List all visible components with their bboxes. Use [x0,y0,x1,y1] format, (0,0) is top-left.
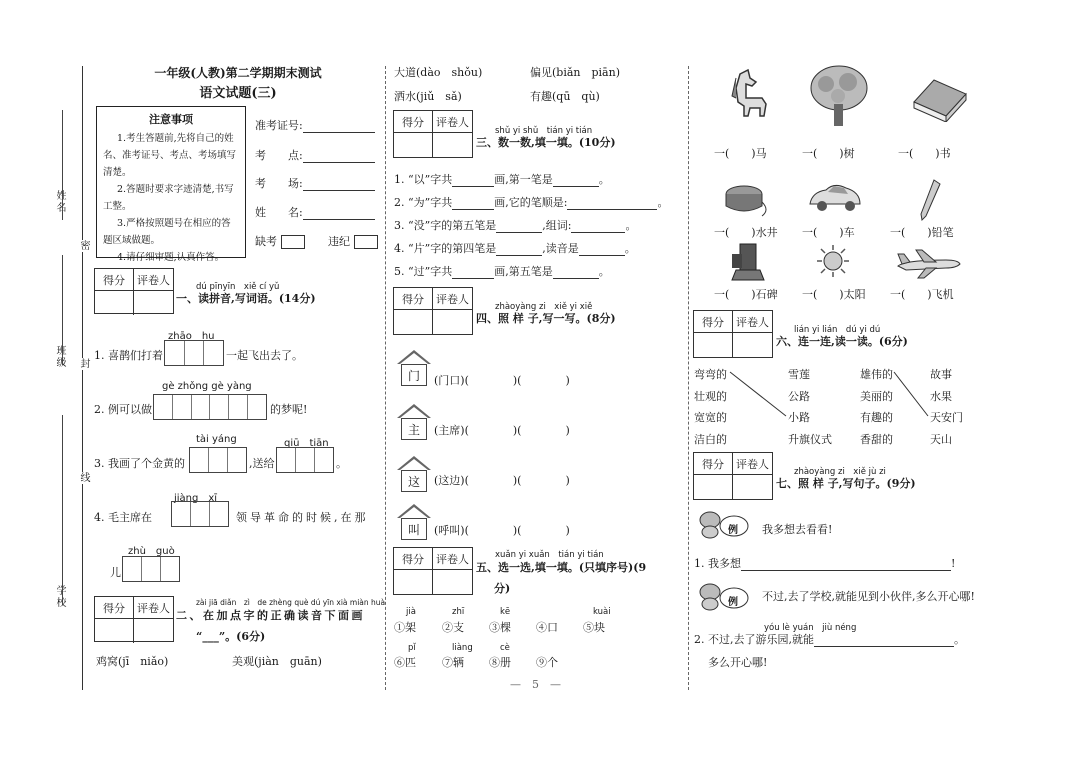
house-icon: 这 [397,456,431,492]
violation-box[interactable] [354,235,378,249]
exam-no-label: 准考证号: [255,119,303,132]
section-3-pinyin: shǔ yi shǔ tián yi tián [495,126,593,136]
section-5-title: 五、选一选,填一填。(只填序号)(9 [476,561,647,574]
exam-title: 一年级(人教)第二学期期末测试 [154,66,322,80]
q4-text-b: 领导革命的时候,在那 [236,511,369,524]
example-label: 例 [728,525,738,536]
s4-row-3: (这边)( )( ) [434,474,570,487]
s7-q2: 2. 不过,去了游乐园,就能 。 [694,633,965,646]
house-icon: 主 [397,404,431,440]
section-4-title: 四、照 样 子,写一写。(8分) [476,312,616,325]
grader-cell[interactable] [134,291,173,315]
s5-pic-label: 一( )车 [802,226,855,239]
score-box-1 [94,268,174,314]
score-label: 得分 [394,548,433,570]
section-2-title: 二、在加点字的正确读音下面画 [176,609,365,622]
s7-example-2: 不过,去了学校,就能见到小伙伴,多么开心哪! [762,590,975,603]
connecting-lines [690,360,980,450]
s6-right-2: 天山 [930,433,952,446]
s5-py: jià [406,607,416,617]
house-icon: 叫 [397,504,431,540]
s3-q1: 1. “以”字共 画,第一笔是 。 [394,173,610,186]
q3-text-b: ,送给 [249,457,275,470]
s3-q2: 2. “为”字共 画,它的笔顺是: 。 [394,196,669,209]
binding-name-label: 姓名 [54,190,65,214]
s5-py: kuài [593,607,611,617]
q4-pinyin: jiàng xī [174,493,218,504]
page-number: — 5 — [510,678,561,691]
q4-text-c: 儿 [110,566,121,579]
section-6-pinyin: lián yi lián dú yi dú [794,325,881,335]
score-label: 得分 [95,597,134,619]
score-label: 得分 [394,288,433,310]
s4-row-2: (主席)( )( ) [434,424,570,437]
s6-right-2: 水果 [930,390,952,403]
s6-left-2: 美丽的 [860,390,893,403]
q3-pinyin-1: tài yáng [196,434,237,445]
section-7-title: 七、照 样 子,写句子。(9分) [776,477,916,490]
grader-label: 评卷人 [433,111,472,133]
s6-right-2: 故事 [930,368,952,381]
sun-icon [816,244,850,278]
s5-pic-label: 一( )太阳 [802,288,866,301]
q2-text-a: 2. 例可以做 [94,403,152,416]
section-2-title-2: “___”。(6分) [196,630,266,643]
score-cell[interactable] [394,133,433,157]
s5-pic-label: 一( )石碑 [714,288,778,301]
s5-pic-label: 一( )马 [714,147,767,160]
notice-title: 注意事项 [149,113,193,126]
exam-no-field [255,117,375,133]
s5-pic-label: 一( )飞机 [890,288,954,301]
s3-q5: 5. “过”字共 画,第五笔是 。 [394,265,610,278]
s5-pic-label: 一( )铅笔 [890,226,954,239]
name-input[interactable] [303,208,375,220]
s6-left-2: 有趣的 [860,411,893,424]
binding-school-label: 学校 [54,585,65,609]
car-icon [806,180,864,214]
q3-writing-grid-2[interactable] [276,447,334,473]
s6-left-1: 弯弯的 [694,368,727,381]
q2-writing-grid[interactable] [153,394,267,420]
violation-field [328,233,378,249]
grader-cell[interactable] [733,475,772,499]
notice-item: 3.严格按照题号在相应的答题区域做题。 [103,218,231,246]
q1-pinyin: zhāo hu [168,331,215,342]
grader-label: 评卷人 [733,311,772,333]
absent-field [255,233,305,249]
pencil-icon [918,178,942,222]
score-box-3 [393,110,473,158]
grader-label: 评卷人 [433,548,472,570]
q4-writing-grid-2[interactable] [122,556,180,582]
seal-mi: 密 [78,240,89,252]
q3-text-c: 。 [336,457,347,470]
q2-pinyin: gè zhǒng gè yàng [162,381,252,392]
section-2-pinyin: zài jiā diǎn zì de zhèng què dú yīn xià miàn huà [196,598,386,607]
s5-option: ⑨个 [536,656,558,669]
section-3-title: 三、数一数,填一填。(10分) [476,136,616,149]
s5-py: pǐ [408,643,416,653]
section-1-title: 一、读拼音,写词语。(14分) [176,292,316,305]
s6-left-1: 宽宽的 [694,411,727,424]
s6-left-2: 香甜的 [860,433,893,446]
q2-text-b: 的梦呢! [270,403,308,416]
seal-xian: 线 [78,472,89,484]
section-6-title: 六、连一连,读一读。(6分) [776,335,908,348]
binding-school-line [62,415,63,605]
exam-subtitle: 语文试题(三) [199,86,277,101]
q1-writing-grid[interactable] [164,340,224,366]
s4-row-4: (呼叫)( )( ) [434,524,570,537]
section-1-pinyin: dú pīnyīn xiě cí yǔ [196,282,280,292]
notice-box [96,106,246,263]
name-label: 姓 名: [255,206,303,219]
score-cell[interactable] [95,619,134,643]
seal-feng: 封 [78,358,89,370]
s6-right-1: 雪莲 [788,368,810,381]
grader-label: 评卷人 [733,453,772,475]
s3-q3: 3. “没”字的第五笔是 ,组词: 。 [394,219,637,232]
stone-tablet-icon [730,240,766,284]
s2-word-3: 大道(dào shǒu) [394,66,483,79]
s5-option: ①架 [394,621,416,634]
score-cell[interactable] [95,291,134,315]
house-icon: 门 [397,350,431,386]
score-cell[interactable] [694,475,733,499]
s2-word-2: 美观(jiàn guān) [232,655,322,668]
s5-option: ⑤块 [583,621,605,634]
s5-pic-label: 一( )树 [802,147,855,160]
score-box-7 [693,452,773,500]
grader-cell[interactable] [733,333,772,357]
grader-cell[interactable] [433,570,472,594]
binding-class-label: 班级 [54,345,65,369]
s6-right-1: 小路 [788,411,810,424]
q3-writing-grid-1[interactable] [189,447,247,473]
score-cell[interactable] [694,333,733,357]
butterfly-example-icon [696,582,752,612]
s7-q1: 1. 我多想 ! [694,557,956,570]
notice-item: 4.请仔细审题,认真作答。 [117,252,225,263]
section-7-pinyin: zhàoyàng zi xiě jù zi [794,467,886,477]
grader-label: 评卷人 [433,288,472,310]
s5-option: ②支 [442,621,464,634]
grader-cell[interactable] [134,619,173,643]
s6-left-1: 洁白的 [694,433,727,446]
section-4-pinyin: zhàoyàng zi xiě yi xiě [495,302,593,312]
s2-word-1: 鸡窝(jī niǎo) [96,655,169,668]
site-label: 考 点: [255,149,303,162]
s3-q4: 4. “片”字的第四笔是 ,读音是 。 [394,242,636,255]
score-cell[interactable] [394,310,433,334]
s5-option: ④口 [536,621,558,634]
exam-no-input[interactable] [303,121,375,133]
s5-pic-label: 一( )水井 [714,226,778,239]
q3-pinyin-2: qiū tiān [284,438,329,449]
s7-q2-tail: 多么开心哪! [708,656,768,669]
violation-label: 违纪 [328,235,350,248]
s2-word-6: 有趣(qū qù) [530,90,600,103]
s5-py: cè [500,643,510,653]
absent-box[interactable] [281,235,305,249]
s5-py: liàng [452,643,473,653]
binding-margin-line [82,66,83,690]
name-field [255,204,375,220]
s5-pic-label: 一( )书 [898,147,951,160]
s5-py: zhī [452,607,465,617]
score-cell[interactable] [394,570,433,594]
column-divider-1 [385,66,386,690]
absent-label: 缺考 [255,235,277,248]
q4-writing-grid-1[interactable] [171,501,229,527]
section-5-title-2: 分) [494,582,511,595]
score-label: 得分 [694,453,733,475]
site-field [255,147,375,163]
well-icon [722,180,770,220]
score-label: 得分 [694,311,733,333]
airplane-icon [896,248,962,280]
score-label: 得分 [394,111,433,133]
butterfly-example-icon [696,510,752,540]
room-input[interactable] [303,179,375,191]
s5-option: ⑥匹 [394,656,416,669]
s5-option: ⑧册 [489,656,511,669]
column-divider-2 [688,66,689,690]
s5-option: ⑦辆 [442,656,464,669]
room-label: 考 场: [255,177,303,190]
s6-right-1: 升旗仪式 [788,433,832,446]
s5-py: kē [500,607,511,617]
q4-pinyin-2: zhù guò [128,546,175,557]
book-icon [910,72,970,122]
grader-cell[interactable] [433,133,472,157]
s6-left-2: 雄伟的 [860,368,893,381]
tree-icon [808,64,870,128]
example-label: 例 [728,597,738,608]
score-box-2 [94,596,174,642]
binding-class-line [62,255,63,365]
grader-label: 评卷人 [134,597,173,619]
q1-text-b: 一起飞出去了。 [226,349,303,362]
section-5-pinyin: xuǎn yi xuǎn tián yi tián [495,550,604,560]
score-box-6 [693,310,773,358]
grader-label: 评卷人 [134,269,173,291]
notice-item: 1.考生答题前,先将自己的姓名、准考证号、考点、考场填写清楚。 [103,133,237,178]
score-box-4 [393,287,473,335]
score-label: 得分 [95,269,134,291]
q1-text-a: 1. 喜鹊们打着 [94,349,163,362]
room-field [255,175,375,191]
s6-left-1: 壮观的 [694,390,727,403]
s5-option: ③棵 [489,621,511,634]
score-box-5 [393,547,473,595]
s6-right-2: 天安门 [930,411,963,424]
q4-text-a: 4. 毛主席在 [94,511,152,524]
q3-text-a: 3. 我画了个金黄的 [94,457,185,470]
s2-word-4: 偏见(biǎn piān) [530,66,620,79]
notice-item: 2.答题时要求字迹清楚,书写工整。 [103,184,234,212]
s7-q2-pinyin: yóu lè yuán jiù néng [764,623,857,633]
binding-name-line [62,110,63,220]
horse-icon [722,68,770,122]
s7-example-1: 我多想去看看! [762,523,833,536]
s4-row-1: (门口)( )( ) [434,374,570,387]
site-input[interactable] [303,151,375,163]
s6-right-1: 公路 [788,390,810,403]
grader-cell[interactable] [433,310,472,334]
s2-word-5: 洒水(jiǔ sǎ) [394,90,462,103]
